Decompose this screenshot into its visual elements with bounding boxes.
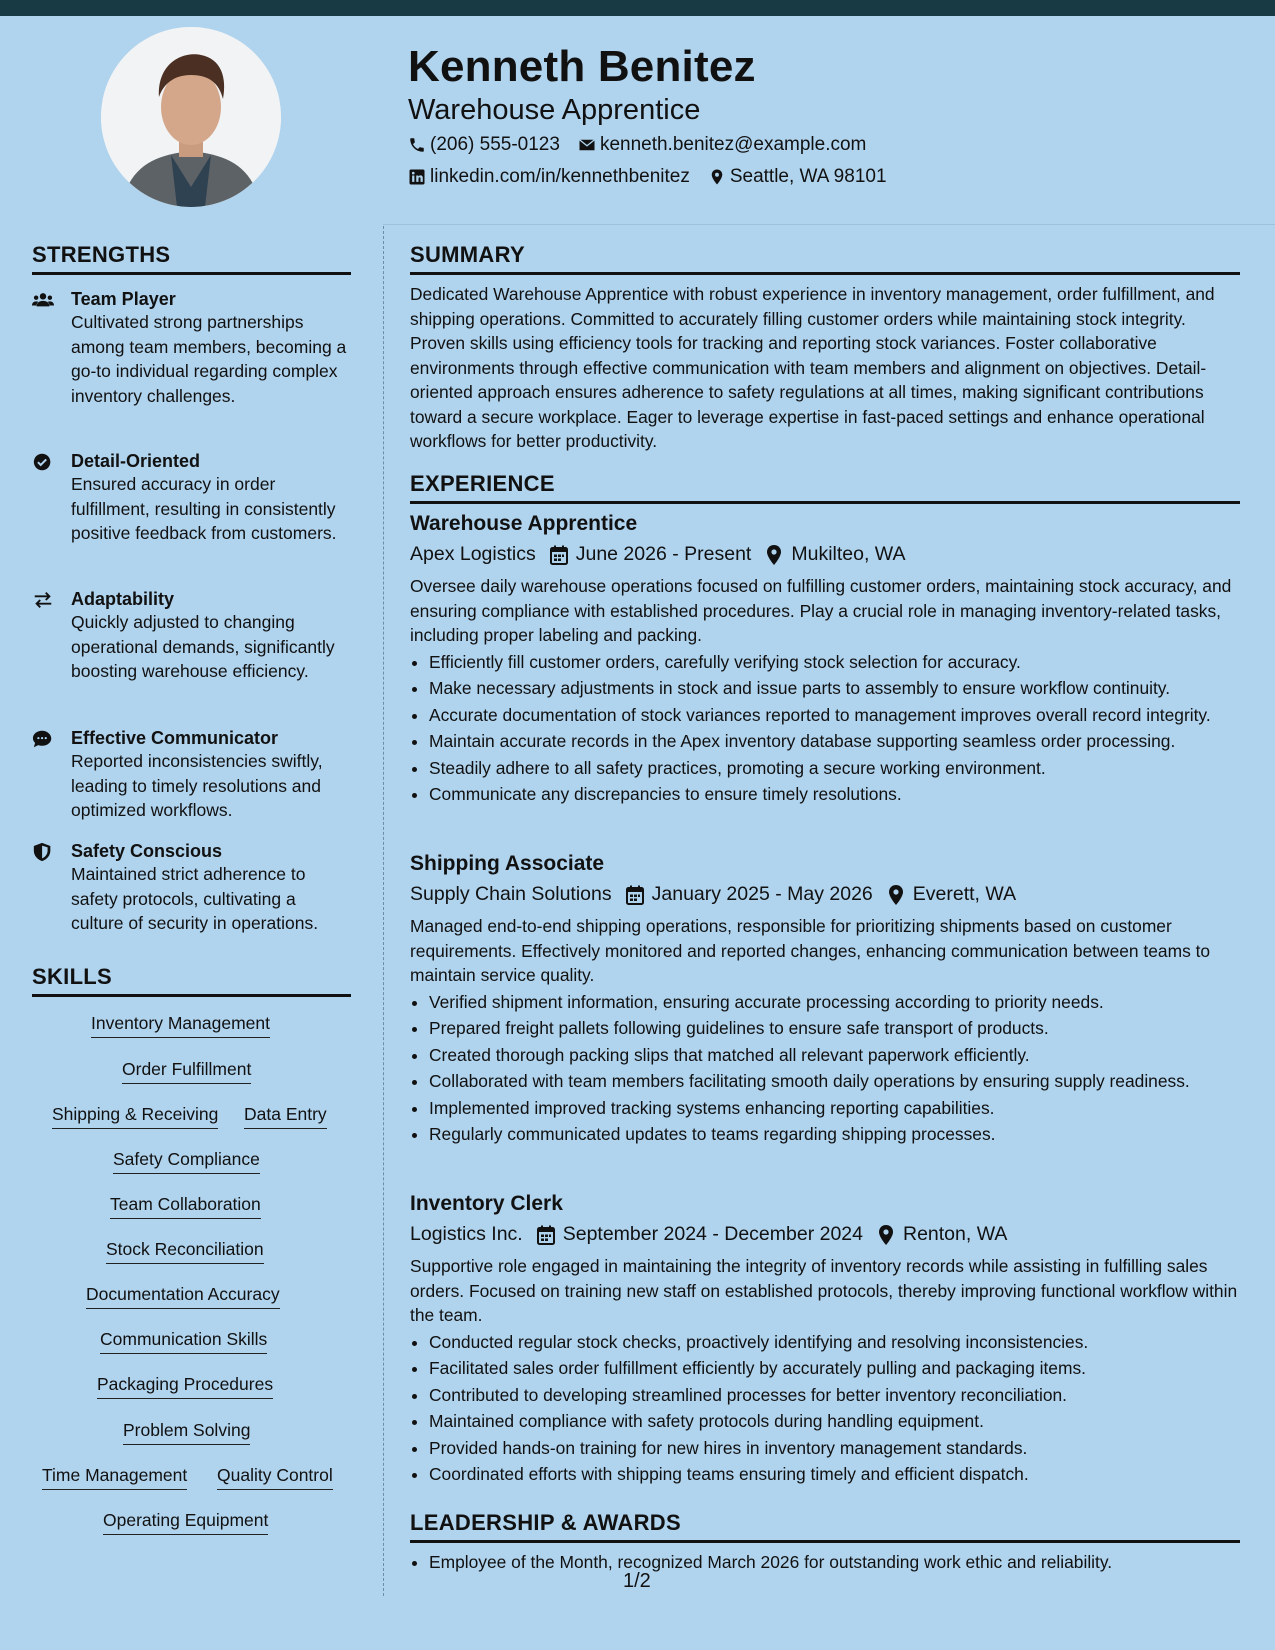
strength-item	[32, 727, 352, 823]
chat-bubble-icon	[32, 729, 54, 749]
summary-rule	[410, 272, 1240, 275]
job-dates: September 2024 - December 2024	[562, 1223, 863, 1245]
strength-desc: Ensured accuracy in order fulfillment, resulting in consistently positive feedback from customers.	[71, 474, 337, 543]
job-bullet: • Efficiently fill customer orders, carefully verifying stock selection for accuracy.	[429, 650, 1240, 675]
job-bullets	[410, 990, 1240, 1147]
top-bar	[0, 0, 1275, 16]
calendar-icon	[626, 885, 644, 905]
award-item: • Employee of the Month, recognized March 2026 for outstanding work ethic and reliability.	[429, 1550, 1259, 1574]
strength-title: Team Player	[71, 289, 176, 309]
strength-desc: Quickly adjusted to changing operational demands, significantly boosting warehouse efficiency.	[71, 612, 335, 681]
phone-item	[408, 134, 560, 156]
job-location: Mukilteo, WA	[791, 543, 906, 565]
strength-title: Safety Conscious	[71, 841, 223, 861]
linkedin-icon	[408, 168, 426, 186]
users-icon	[32, 290, 54, 310]
job-meta	[410, 543, 1240, 566]
job-bullet: • Verified shipment information, ensuring accurate processing according to priority needs.	[429, 990, 1240, 1015]
skill-tag: Problem Solving	[123, 1420, 250, 1445]
experience-heading: EXPERIENCE	[410, 471, 555, 496]
strengths-heading: STRENGTHS	[32, 242, 171, 267]
skills-rule	[32, 994, 351, 997]
strength-item	[32, 588, 352, 684]
skill-tag: Operating Equipment	[103, 1510, 268, 1535]
job-dates: January 2025 - May 2026	[651, 883, 873, 905]
skill-tag: Data Entry	[244, 1104, 327, 1129]
job-bullet: • Make necessary adjustments in stock and issue parts to assembly to ensure workflow continuity.	[429, 676, 1240, 701]
skill-tag: Time Management	[42, 1465, 187, 1490]
job-location: Renton, WA	[902, 1223, 1008, 1245]
job-bullet: • Coordinated efforts with shipping teams ensuring timely and efficient dispatch.	[429, 1462, 1240, 1487]
job-bullet: • Maintained compliance with safety protocols during handling equipment.	[429, 1409, 1240, 1434]
awards-list	[410, 1550, 1259, 1574]
job-bullet: • Steadily adhere to all safety practices, promoting a secure working environment.	[429, 756, 1240, 781]
job-bullet: • Regularly communicated updates to teams regarding shipping processes.	[429, 1122, 1240, 1147]
job-bullet: • Implemented improved tracking systems enhancing reporting capabilities.	[429, 1096, 1240, 1121]
job-company: Supply Chain Solutions	[410, 883, 612, 905]
calendar-icon	[537, 1225, 555, 1245]
job-bullet: • Accurate documentation of stock variances reported to management improves overall record integrity.	[429, 703, 1240, 728]
job-bullet: • Collaborated with team members facilitating smooth daily operations by ensuring supply readiness.	[429, 1069, 1240, 1094]
location-text: Seattle, WA 98101	[729, 166, 887, 187]
shield-icon	[32, 842, 54, 862]
arrows-exchange-icon	[32, 590, 54, 610]
job-bullet: • Created thorough packing slips that matched all relevant paperwork efficiently.	[429, 1043, 1240, 1068]
skill-tag: Packaging Procedures	[97, 1374, 273, 1399]
job-bullet: • Maintain accurate records in the Apex inventory database supporting seamless order processing.	[429, 729, 1240, 754]
job-meta	[410, 883, 1240, 906]
job-dates: June 2026 - Present	[575, 543, 752, 565]
job-title: Inventory Clerk	[410, 1192, 563, 1215]
job-bullets	[410, 650, 1240, 807]
job-location: Everett, WA	[912, 883, 1017, 905]
phone-text: (206) 555-0123	[430, 134, 560, 155]
strength-desc: Maintained strict adherence to safety protocols, cultivating a culture of security in operations.	[71, 864, 319, 933]
calendar-icon	[550, 545, 568, 565]
strength-item	[32, 450, 352, 546]
job-bullet: • Conducted regular stock checks, proactively identifying and resolving inconsistencies.	[429, 1330, 1240, 1355]
column-divider	[383, 226, 384, 1596]
envelope-icon	[578, 136, 596, 154]
strength-item	[32, 840, 352, 936]
strength-title: Adaptability	[71, 589, 175, 609]
job-bullet: • Provided hands-on training for new hires in inventory management standards.	[429, 1436, 1240, 1461]
job-bullet: • Contributed to developing streamlined processes for better inventory reconciliation.	[429, 1383, 1240, 1408]
awards-heading: LEADERSHIP & AWARDS	[410, 1510, 681, 1535]
strength-desc: Reported inconsistencies swiftly, leading to timely resolutions and optimized workflows.	[71, 751, 323, 820]
summary-heading: SUMMARY	[410, 242, 525, 267]
skill-tag: Documentation Accuracy	[86, 1284, 280, 1309]
strength-title: Detail-Oriented	[71, 451, 201, 471]
skill-tag: Quality Control	[217, 1465, 333, 1490]
page-number: 1/2	[623, 1570, 651, 1592]
job-title: Shipping Associate	[410, 852, 605, 875]
awards-rule	[410, 1540, 1240, 1543]
skill-tag: Inventory Management	[91, 1013, 270, 1038]
location-item	[708, 166, 887, 188]
map-pin-icon	[877, 1225, 895, 1245]
strength-desc: Cultivated strong partnerships among team members, becoming a go-to individual regarding complex inventory challenges.	[71, 312, 347, 406]
skill-tag: Stock Reconciliation	[106, 1239, 264, 1264]
job-meta	[410, 1223, 1240, 1246]
map-pin-icon	[708, 168, 726, 186]
contact-row-2	[408, 166, 905, 188]
job-company: Apex Logistics	[410, 543, 536, 565]
job-bullets	[410, 1330, 1240, 1487]
skill-tag: Communication Skills	[100, 1329, 267, 1354]
job-entry	[410, 851, 1240, 1149]
job-bullet: • Facilitated sales order fulfillment efficiently by accurately pulling and packaging items.	[429, 1356, 1240, 1381]
job-desc: Oversee daily warehouse operations focused on fulfilling customer orders, maintaining stock accuracy, and ensuring compliance with established procedures. Play a crucial role in managing inventory-related tasks, including proper labeling and packing.	[410, 576, 1232, 645]
job-entry	[410, 511, 1240, 809]
contact-row-1	[408, 134, 884, 156]
skill-tag: Shipping & Receiving	[52, 1104, 218, 1129]
job-bullet: • Communicate any discrepancies to ensure timely resolutions.	[429, 782, 1240, 807]
profile-photo	[101, 27, 281, 207]
linkedin-text: linkedin.com/in/kennethbenitez	[430, 166, 690, 187]
email-text: kenneth.benitez@example.com	[599, 134, 867, 155]
strength-title: Effective Communicator	[71, 728, 279, 748]
job-title: Warehouse Apprentice	[410, 512, 638, 535]
candidate-name: Kenneth Benitez	[408, 42, 756, 91]
header-divider	[383, 224, 1275, 225]
linkedin-item	[408, 166, 690, 188]
skill-tag: Team Collaboration	[110, 1194, 261, 1219]
strengths-rule	[32, 272, 351, 275]
job-desc: Supportive role engaged in maintaining the integrity of inventory records while assisting in fulfilling sales orders. Focused on training new staff on established protocols, thereby improving functional workflow within the team.	[410, 1256, 1238, 1325]
job-bullet: • Prepared freight pallets following guidelines to ensure safe transport of products.	[429, 1016, 1240, 1041]
strength-item	[32, 288, 352, 408]
map-pin-icon	[765, 545, 783, 565]
map-pin-icon	[887, 885, 905, 905]
phone-icon	[408, 136, 426, 154]
summary-text: Dedicated Warehouse Apprentice with robust experience in inventory management, order fulfillment, and shipping operations. Committed to accurately filling customer orders while maintaining stock integrity. Proven skills using efficiency tools for tracking and reporting stock variances. Foster collaborative environments through effective communication with team members and alignment on objectives. Detail-oriented approach ensures adherence to safety regulations at all times, making significant contributions toward a secure workplace. Eager to leverage expertise in fast-paced settings and enhance operational workflows for better productivity.	[410, 284, 1215, 451]
skill-tag: Order Fulfillment	[122, 1059, 251, 1084]
experience-rule	[410, 501, 1240, 504]
job-company: Logistics Inc.	[410, 1223, 523, 1245]
skills-heading: SKILLS	[32, 964, 113, 989]
candidate-title: Warehouse Apprentice	[408, 94, 701, 126]
email-item	[578, 134, 866, 156]
job-entry	[410, 1191, 1240, 1489]
job-desc: Managed end-to-end shipping operations, responsible for prioritizing shipments based on customer requirements. Effectively monitored and reported changes, enhancing communication between teams to maintain service quality.	[410, 916, 1211, 985]
skill-tag: Safety Compliance	[113, 1149, 260, 1174]
check-circle-icon	[32, 452, 54, 472]
